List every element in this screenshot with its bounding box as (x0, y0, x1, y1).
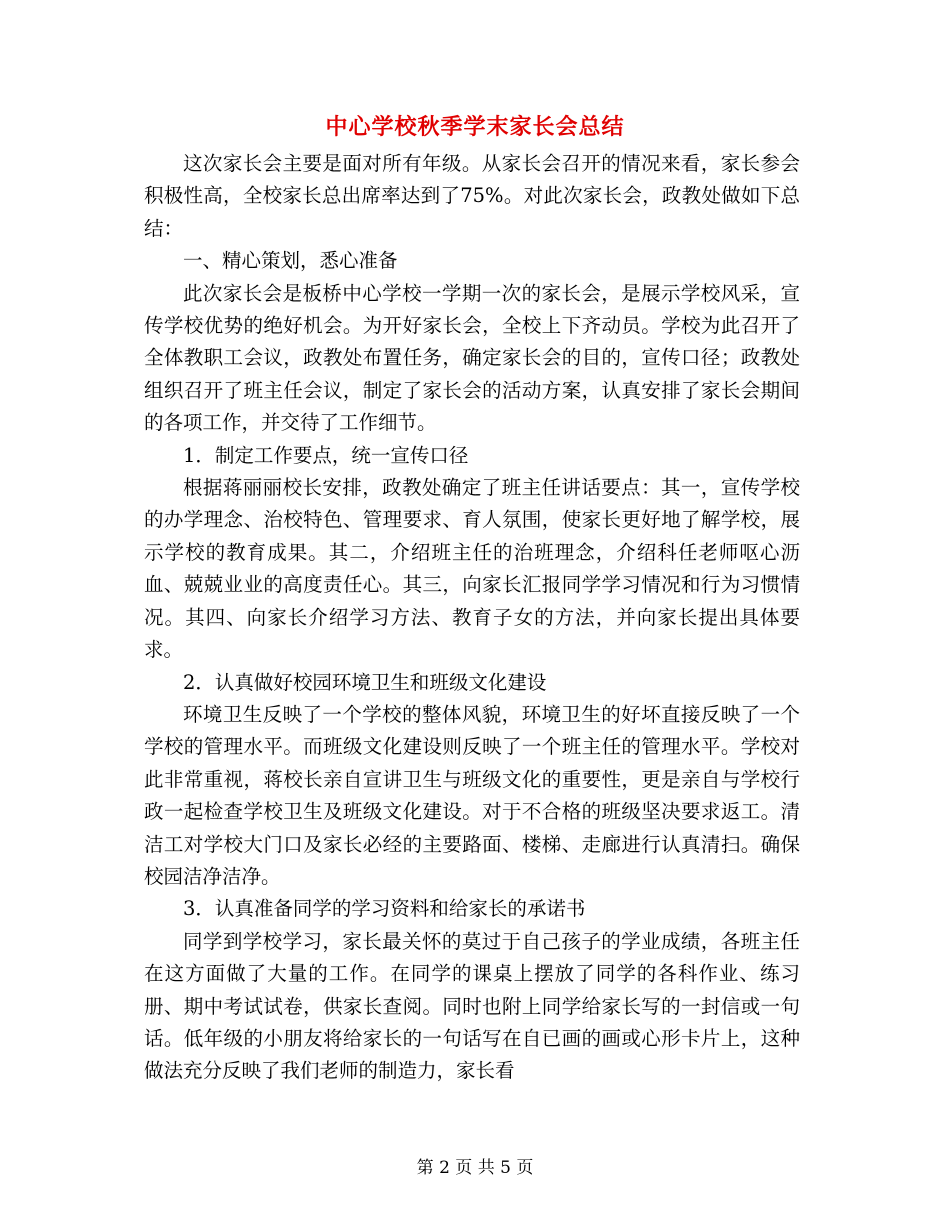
document-body (144, 148, 800, 1088)
heading-section-1: 一、精心策划，悉心准备 (183, 249, 398, 273)
page-number: 第 2 页 共 5 页 (416, 1158, 534, 1178)
heading-item-1: 1．制定工作要点，统一宣传口径 (183, 443, 469, 467)
document-title: 中心学校秋季学末家长会总结 (325, 114, 625, 140)
heading-item-3: 3．认真准备同学的学习资料和给家长的承诺书 (183, 897, 586, 921)
paragraph-item-1: 根据蒋丽丽校长安排，政教处确定了班主任讲话要点：其一，宣传学校的办学理念、治校特色、管理要求、育人氛围，使家长更好地了解学校，展示学校的教育成果。其二，介绍班主任的治班理念，介绍科任老师呕心沥血、兢兢业业的高度责任心。其三，向家长汇报同学学习情况和行为习惯情况。其四、向家长介绍学习方法、教育子女的方法，并向家长提出具体要求。 (144, 476, 800, 662)
paragraph-intro: 这次家长会主要是面对所有年级。从家长会召开的情况来看，家长参会积极性高，全校家长总出席率达到了75%。对此次家长会，政教处做如下总结： (144, 152, 800, 240)
heading-item-2: 2．认真做好校园环境卫生和班级文化建设 (183, 670, 547, 694)
paragraph-item-2: 环境卫生反映了一个学校的整体风貌，环境卫生的好坏直接反映了一个学校的管理水平。而班级文化建设则反映了一个班主任的管理水平。学校对此非常重视，蒋校长亲自宣讲卫生与班级文化的重要性，更是亲自与学校行政一起检查学校卫生及班级文化建设。对于不合格的班级坚决要求返工。清洁工对学校大门口及家长必经的主要路面、楼梯、走廊进行认真清扫。确保校园洁净洁净。 (144, 702, 800, 888)
paragraph-item-3: 同学到学校学习，家长最关怀的莫过于自己孩子的学业成绩，各班主任在这方面做了大量的工作。在同学的课桌上摆放了同学的各科作业、练习册、期中考试试卷，供家长查阅。同时也附上同学给家长写的一封信或一句话。低年级的小朋友将给家长的一句话写在自已画的画或心形卡片上，这种做法充分反映了我们老师的制造力，家长看 (144, 929, 800, 1083)
paragraph-section-1: 此次家长会是板桥中心学校一学期一次的家长会，是展示学校风采，宣传学校优势的绝好机会。为开好家长会，全校上下齐动员。学校为此召开了全体教职工会议，政教处布置任务，确定家长会的目的，宣传口径；政教处组织召开了班主任会议，制定了家长会的活动方案，认真安排了家长会期间的各项工作，并交待了工作细节。 (144, 281, 800, 435)
